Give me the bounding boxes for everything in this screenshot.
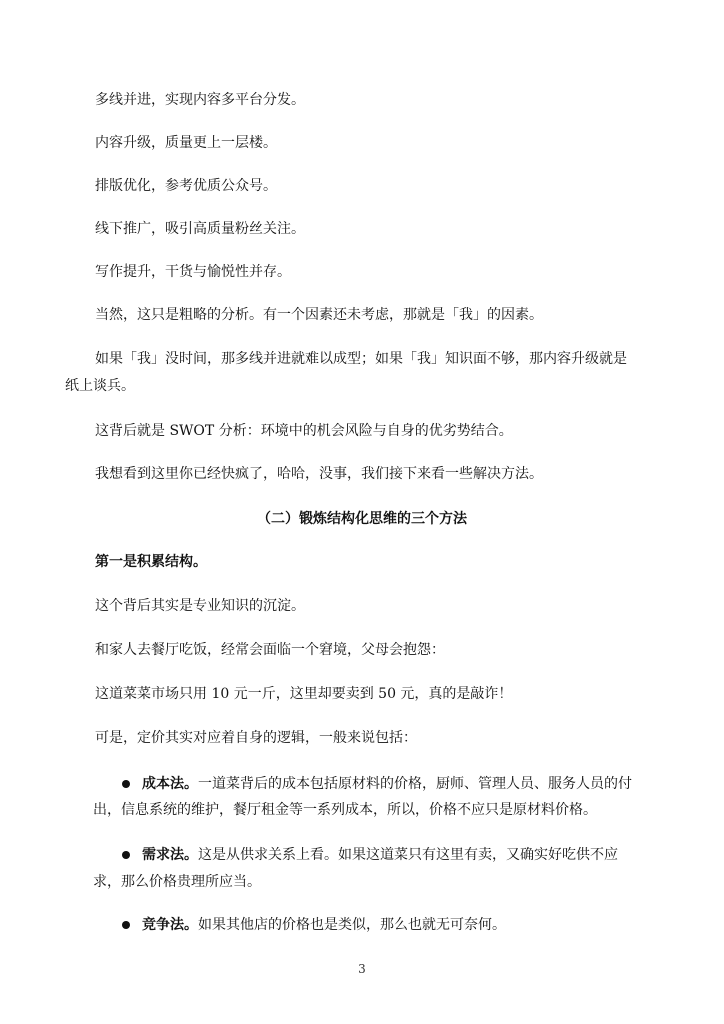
paragraph-7-line1: 如果「我」没时间，那多线并进就难以成型；如果「我」知识面不够，那内容升级就是	[95, 351, 627, 367]
bullet-dot-1	[122, 780, 130, 788]
page-number: 3	[358, 962, 366, 976]
paragraph-p2-3: 这道菜菜市场只用 10 元一斤，这里却要卖到 50 元，真的是敲诈！	[95, 686, 513, 702]
paragraph-4: 线下推广，吸引高质量粉丝关注。	[95, 221, 305, 237]
first-method: 第一是积累结构。	[95, 554, 207, 570]
paragraph-swot: 这背后就是 SWOT 分析：环境中的机会风险与自身的优劣势结合。	[95, 423, 513, 439]
section-heading: （二）锻炼结构化思维的三个方法	[257, 511, 467, 527]
bullet-2	[142, 845, 618, 865]
bullet-1-term: 成本法。	[142, 776, 198, 792]
bullet-2-text: 这是从供求关系上看。如果这道菜只有这里有卖，又确实好吃供不应	[198, 847, 618, 863]
paragraph-2: 内容升级，质量更上一层楼。	[95, 135, 277, 151]
bullet-1	[142, 774, 632, 794]
paragraph-1: 多线并进，实现内容多平台分发。	[95, 92, 305, 108]
bullet-3-text: 如果其他店的价格也是类似，那么也就无可奈何。	[198, 917, 506, 933]
bullet-dot-2	[122, 851, 130, 859]
bullet-3-term: 竞争法。	[142, 917, 198, 933]
paragraph-crazy: 我想看到这里你已经快疯了，哈哈，没事，我们接下来看一些解决方法。	[95, 466, 543, 482]
paragraph-p2-1: 这个背后其实是专业知识的沉淀。	[95, 598, 305, 614]
bullet-dot-3	[122, 921, 130, 929]
paragraph-p2-2: 和家人去餐厅吃饭，经常会面临一个窘境，父母会抱怨：	[95, 642, 445, 658]
bullet-2-term: 需求法。	[142, 847, 198, 863]
paragraph-p2-4: 可是，定价其实对应着自身的逻辑，一般来说包括：	[95, 730, 417, 746]
bullet-3	[142, 915, 506, 935]
paragraph-3: 排版优化，参考优质公众号。	[95, 178, 277, 194]
bullet-1-line2: 出，信息系统的维护，餐厅租金等一系列成本，所以，价格不应只是原材料价格。	[93, 802, 597, 818]
bullet-1-text: 一道菜背后的成本包括原材料的价格，厨师、管理人员、服务人员的付	[198, 776, 632, 792]
paragraph-7-line2: 纸上谈兵。	[65, 378, 135, 394]
paragraph-5: 写作提升，干货与愉悦性并存。	[95, 264, 291, 280]
paragraph-6: 当然，这只是粗略的分析。有一个因素还未考虑，那就是「我」的因素。	[95, 307, 543, 323]
bullet-2-line2: 求，那么价格贵理所应当。	[93, 874, 261, 890]
